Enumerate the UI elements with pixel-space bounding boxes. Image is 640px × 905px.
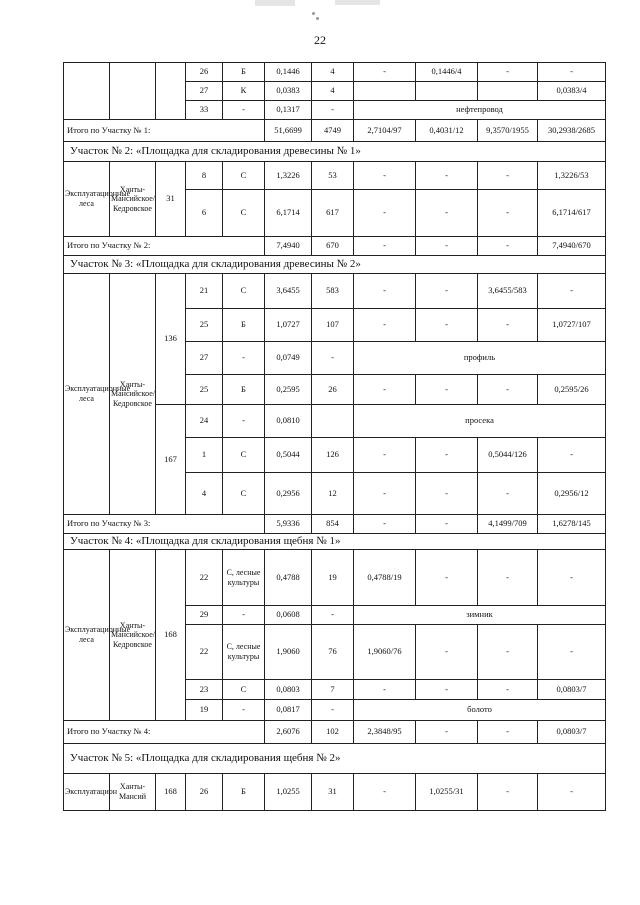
- scan-dot: [316, 17, 319, 20]
- category-cell: Эксплуатационные леса: [64, 550, 110, 721]
- total-area: 51,6699: [265, 120, 312, 142]
- breed-cell: С: [223, 190, 265, 237]
- vydel-cell: 22: [186, 625, 223, 680]
- value-cell: -: [478, 375, 538, 405]
- vydel-cell: 33: [186, 101, 223, 120]
- total-area: 2,6076: [265, 721, 312, 744]
- vydel-cell: 1: [186, 438, 223, 473]
- vydel-cell: 23: [186, 680, 223, 700]
- vydel-cell: 24: [186, 405, 223, 438]
- stock-cell: 617: [312, 190, 354, 237]
- stock-cell: -: [312, 342, 354, 375]
- value-cell: -: [416, 625, 478, 680]
- value-cell: 3,6455/583: [478, 274, 538, 309]
- value-cell: -: [478, 473, 538, 515]
- total-label: Итого по Участку № 1:: [64, 120, 265, 142]
- total-value: -: [478, 237, 538, 256]
- breed-cell: С: [223, 438, 265, 473]
- stock-cell: 19: [312, 550, 354, 606]
- value-cell: 0,5044/126: [478, 438, 538, 473]
- area-cell: 0,1446: [265, 63, 312, 82]
- total-value: 9,3570/1955: [478, 120, 538, 142]
- total-label: Итого по Участку № 4:: [64, 721, 265, 744]
- category-cell-empty: [64, 63, 110, 120]
- value-cell: 1,0255/31: [416, 774, 478, 811]
- total-value: 2,7104/97: [354, 120, 416, 142]
- value-cell: -: [538, 63, 606, 82]
- forestry-cell: Ханты-Мансийское/ Кедровское: [110, 162, 156, 237]
- breed-cell: -: [223, 606, 265, 625]
- value-cell: [416, 82, 478, 101]
- value-cell: -: [416, 309, 478, 342]
- total-value: -: [416, 237, 478, 256]
- area-cell: 0,0749: [265, 342, 312, 375]
- value-cell: -: [478, 774, 538, 811]
- value-cell: -: [478, 309, 538, 342]
- breed-cell: -: [223, 342, 265, 375]
- vydel-cell: 22: [186, 550, 223, 606]
- vydel-cell: 27: [186, 82, 223, 101]
- stock-cell: 4: [312, 82, 354, 101]
- value-cell: -: [538, 625, 606, 680]
- value-cell: -: [416, 274, 478, 309]
- value-cell: -: [478, 63, 538, 82]
- value-cell: -: [478, 190, 538, 237]
- breed-cell: К: [223, 82, 265, 101]
- section-title: Участок № 2: «Площадка для складирования древесины № 1»: [64, 142, 606, 162]
- purpose-cell: нефтепровод: [354, 101, 606, 120]
- area-cell: 0,2956: [265, 473, 312, 515]
- breed-cell: С: [223, 473, 265, 515]
- vydel-cell: 26: [186, 63, 223, 82]
- area-cell: 0,1317: [265, 101, 312, 120]
- value-cell: 0,0383/4: [538, 82, 606, 101]
- forestry-cell: Ханты-Мансийское/ Кедровское: [110, 550, 156, 721]
- value-cell: -: [354, 309, 416, 342]
- breed-cell: Б: [223, 63, 265, 82]
- table-row: [64, 162, 606, 190]
- quarter-cell-empty: [156, 63, 186, 120]
- breed-cell: -: [223, 405, 265, 438]
- value-cell: 1,0727/107: [538, 309, 606, 342]
- total-value: 2,3848/95: [354, 721, 416, 744]
- breed-cell: С: [223, 274, 265, 309]
- vydel-cell: 8: [186, 162, 223, 190]
- quarter-cell: 168: [156, 550, 186, 721]
- area-cell: 1,0727: [265, 309, 312, 342]
- total-value: -: [354, 237, 416, 256]
- value-cell: -: [538, 774, 606, 811]
- value-cell: -: [416, 162, 478, 190]
- vydel-cell: 19: [186, 700, 223, 721]
- value-cell: -: [478, 162, 538, 190]
- scan-artifact: [255, 0, 295, 6]
- section-header: [64, 534, 606, 550]
- value-cell: 0,2956/12: [538, 473, 606, 515]
- value-cell: 6,1714/617: [538, 190, 606, 237]
- vydel-cell: 6: [186, 190, 223, 237]
- value-cell: -: [538, 550, 606, 606]
- value-cell: [478, 82, 538, 101]
- table-row: [64, 274, 606, 309]
- stock-cell: -: [312, 700, 354, 721]
- value-cell: 0,2595/26: [538, 375, 606, 405]
- total-value: 30,2938/2685: [538, 120, 606, 142]
- category-cell: Эксплуатационные леса: [64, 162, 110, 237]
- total-stock: 102: [312, 721, 354, 744]
- vydel-cell: 21: [186, 274, 223, 309]
- vydel-cell: 25: [186, 309, 223, 342]
- stock-cell: 26: [312, 375, 354, 405]
- total-area: 5,9336: [265, 515, 312, 534]
- forestry-cell: Ханты-Мансийское/ Кедровское: [110, 274, 156, 515]
- total-stock: 854: [312, 515, 354, 534]
- vydel-cell: 27: [186, 342, 223, 375]
- breed-cell: Б: [223, 375, 265, 405]
- breed-cell: Б: [223, 309, 265, 342]
- value-cell: [354, 82, 416, 101]
- value-cell: -: [538, 438, 606, 473]
- stock-cell: 7: [312, 680, 354, 700]
- total-value: -: [416, 515, 478, 534]
- value-cell: -: [416, 680, 478, 700]
- breed-cell: С, лесные культуры: [223, 550, 265, 606]
- area-cell: 0,0383: [265, 82, 312, 101]
- quarter-cell: 136: [156, 274, 186, 405]
- section-title: Участок № 5: «Площадка для складирования щебня № 2»: [64, 744, 606, 774]
- breed-cell: С: [223, 680, 265, 700]
- stock-cell: 12: [312, 473, 354, 515]
- value-cell: 0,1446/4: [416, 63, 478, 82]
- value-cell: -: [538, 274, 606, 309]
- value-cell: -: [416, 190, 478, 237]
- quarter-cell: 31: [156, 162, 186, 237]
- category-cell: Эксплуатационные леса: [64, 274, 110, 515]
- section-header: [64, 256, 606, 274]
- value-cell: -: [416, 375, 478, 405]
- value-cell: -: [478, 550, 538, 606]
- total-row: [64, 237, 606, 256]
- total-area: 7,4940: [265, 237, 312, 256]
- quarter-cell: 167: [156, 405, 186, 515]
- total-value: -: [354, 515, 416, 534]
- area-cell: 1,9060: [265, 625, 312, 680]
- stock-cell: 76: [312, 625, 354, 680]
- stock-cell: -: [312, 101, 354, 120]
- total-value: -: [478, 721, 538, 744]
- table-row: [64, 63, 606, 82]
- stock-cell: 583: [312, 274, 354, 309]
- stock-cell: 53: [312, 162, 354, 190]
- page-number: 22: [314, 33, 326, 47]
- area-cell: 3,6455: [265, 274, 312, 309]
- section-header: [64, 744, 606, 774]
- area-cell: 0,0608: [265, 606, 312, 625]
- value-cell: 0,4788/19: [354, 550, 416, 606]
- total-stock: 670: [312, 237, 354, 256]
- total-value: 7,4940/670: [538, 237, 606, 256]
- table-row: [64, 774, 606, 811]
- area-cell: 1,3226: [265, 162, 312, 190]
- purpose-cell: зимник: [354, 606, 606, 625]
- total-stock: 4749: [312, 120, 354, 142]
- stock-cell: 107: [312, 309, 354, 342]
- value-cell: -: [478, 680, 538, 700]
- total-value: 0,4031/12: [416, 120, 478, 142]
- value-cell: -: [354, 680, 416, 700]
- total-row: [64, 120, 606, 142]
- section-title: Участок № 3: «Площадка для складирования древесины № 2»: [64, 256, 606, 274]
- scan-artifact: [335, 0, 380, 5]
- breed-cell: -: [223, 700, 265, 721]
- value-cell: -: [416, 473, 478, 515]
- total-label: Итого по Участку № 3:: [64, 515, 265, 534]
- area-cell: 0,5044: [265, 438, 312, 473]
- value-cell: -: [478, 625, 538, 680]
- value-cell: -: [416, 438, 478, 473]
- area-cell: 0,2595: [265, 375, 312, 405]
- value-cell: 1,3226/53: [538, 162, 606, 190]
- vydel-cell: 29: [186, 606, 223, 625]
- stock-cell: -: [312, 606, 354, 625]
- total-row: [64, 721, 606, 744]
- value-cell: 1,9060/76: [354, 625, 416, 680]
- forest-inventory-table: [63, 62, 606, 811]
- total-value: 0,0803/7: [538, 721, 606, 744]
- breed-cell: С: [223, 162, 265, 190]
- section-title: Участок № 4: «Площадка для складирования щебня № 1»: [64, 534, 606, 550]
- area-cell: 0,0803: [265, 680, 312, 700]
- area-cell: 1,0255: [265, 774, 312, 811]
- value-cell: -: [354, 438, 416, 473]
- forestry-cell-empty: [110, 63, 156, 120]
- total-label: Итого по Участку № 2:: [64, 237, 265, 256]
- area-cell: 0,0810: [265, 405, 312, 438]
- breed-cell: Б: [223, 774, 265, 811]
- value-cell: -: [354, 162, 416, 190]
- stock-cell: [312, 405, 354, 438]
- value-cell: -: [354, 774, 416, 811]
- value-cell: -: [354, 190, 416, 237]
- vydel-cell: 4: [186, 473, 223, 515]
- section-header: [64, 142, 606, 162]
- category-cell: Эксплуатацион: [64, 774, 110, 811]
- purpose-cell: просека: [354, 405, 606, 438]
- value-cell: 0,0803/7: [538, 680, 606, 700]
- scan-dot: [312, 12, 315, 15]
- purpose-cell: профиль: [354, 342, 606, 375]
- area-cell: 0,4788: [265, 550, 312, 606]
- total-value: 4,1499/709: [478, 515, 538, 534]
- breed-cell: -: [223, 101, 265, 120]
- forestry-cell: Ханты-Мансий: [110, 774, 156, 811]
- value-cell: -: [354, 473, 416, 515]
- area-cell: 0,0817: [265, 700, 312, 721]
- stock-cell: 126: [312, 438, 354, 473]
- value-cell: -: [354, 63, 416, 82]
- value-cell: -: [416, 550, 478, 606]
- value-cell: -: [354, 274, 416, 309]
- stock-cell: 31: [312, 774, 354, 811]
- purpose-cell: болото: [354, 700, 606, 721]
- quarter-cell: 168: [156, 774, 186, 811]
- breed-cell: С, лесные культуры: [223, 625, 265, 680]
- total-value: 1,6278/145: [538, 515, 606, 534]
- area-cell: 6,1714: [265, 190, 312, 237]
- vydel-cell: 26: [186, 774, 223, 811]
- vydel-cell: 25: [186, 375, 223, 405]
- total-value: -: [416, 721, 478, 744]
- value-cell: -: [354, 375, 416, 405]
- stock-cell: 4: [312, 63, 354, 82]
- table-row: [64, 550, 606, 606]
- total-row: [64, 515, 606, 534]
